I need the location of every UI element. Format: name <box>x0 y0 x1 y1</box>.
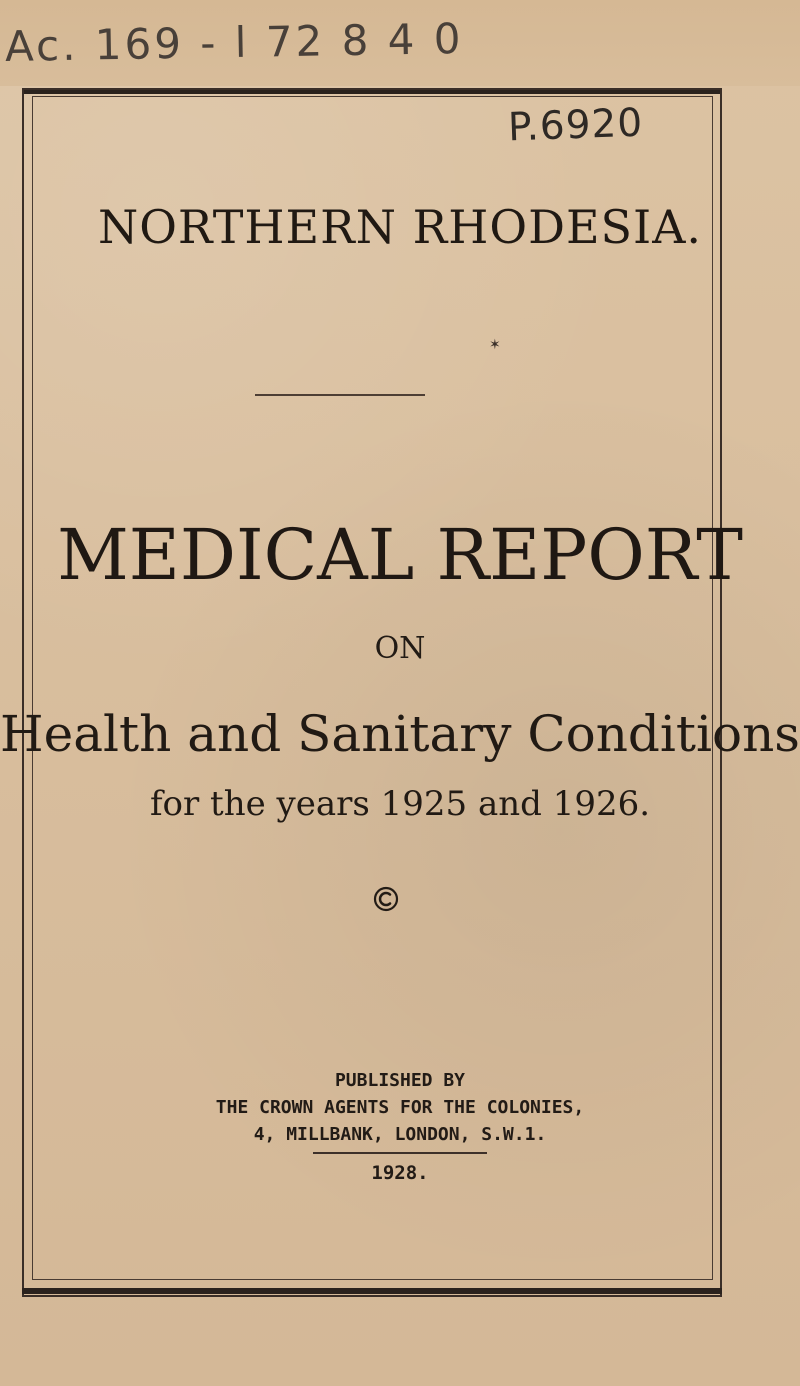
bottom-border-rule <box>22 1288 722 1294</box>
star-mark-icon: ✶ <box>489 337 501 353</box>
publisher-name: THE CROWN AGENTS FOR THE COLONIES, <box>215 1097 585 1118</box>
country-title: NORTHERN RHODESIA. <box>97 200 703 254</box>
report-on-label: ON <box>374 631 426 666</box>
report-years: for the years 1925 and 1926. <box>149 784 651 824</box>
publisher-address: 4, MILLBANK, LONDON, S.W.1. <box>253 1124 547 1145</box>
bottom-divider <box>313 1152 487 1154</box>
publication-year: 1928. <box>371 1162 429 1184</box>
top-handwritten-annotation: Ac. 169 - l 72 8 4 0 <box>4 14 464 71</box>
report-title: MEDICAL REPORT <box>57 514 743 596</box>
report-subtitle: Health and Sanitary Conditions <box>0 705 800 763</box>
publisher-label: PUBLISHED BY <box>334 1070 466 1091</box>
top-divider <box>255 394 425 396</box>
copyright-icon <box>371 884 401 914</box>
handwritten-reference-number: P.6920 <box>507 100 644 151</box>
